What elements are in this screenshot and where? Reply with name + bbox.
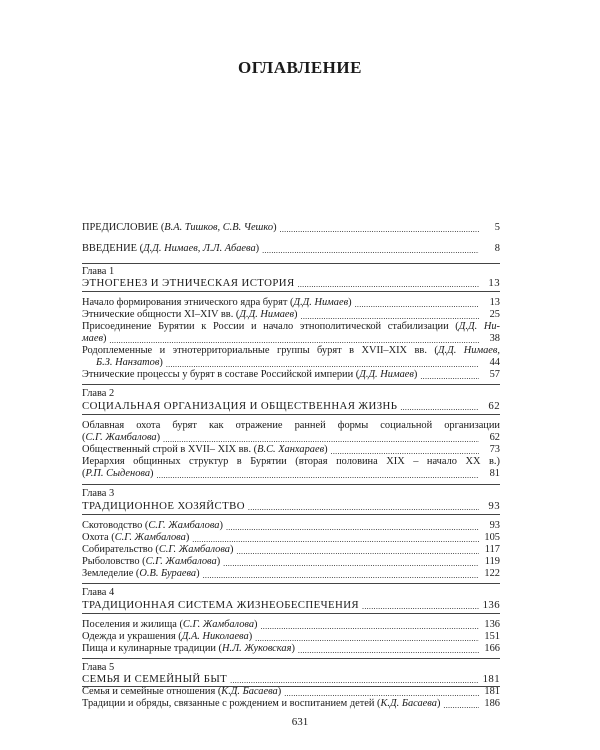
toc-entry[interactable]: Земледелие (О.В. Бураева) ..... 122 [82,568,500,580]
page-ref: 62 [488,400,500,412]
leader-dots [109,333,479,345]
toc-entry[interactable]: Собирательство (С.Г. Жамбалова) ..... 117 [82,544,500,556]
toc-entry[interactable]: Охота (С.Г. Жамбалова) ..... 105 [82,532,500,544]
toc-entry-line1[interactable]: Иерархия общинных структур в Бурятии (вторая половина XIX – начало XX в.) [82,456,500,467]
chapter-label: Глава 1 [82,266,115,277]
leader-dots [223,556,479,568]
page-ref: 181 [484,686,500,697]
leader-dots [301,309,479,321]
toc-entry[interactable]: Традиции и обряды, связанные с рождением и воспитанием детей (К.Д. Басаева) ..... 186 [82,698,500,710]
page-ref: 136 [484,619,500,630]
page-ref: 8 [494,243,500,254]
chapter-title[interactable]: СОЦИАЛЬНАЯ ОРГАНИЗАЦИЯ И ОБЩЕСТВЕННАЯ ЖИЗНЬ ..... 62 [82,400,500,412]
leader-dots [261,619,480,631]
toc-entry-line1[interactable]: Облавная охота бурят как отражение ранней формы социальной организации [82,420,500,431]
page-ref: 181 [482,673,500,685]
page-title: ОГЛАВЛЕНИЕ [238,58,362,77]
page-ref: 13 [488,277,500,289]
leader-dots [166,357,479,369]
toc-entry[interactable]: Семья и семейные отношения (К.Д. Басаева) ..... 181 [82,686,500,698]
page-ref: 57 [489,369,500,380]
page-ref: 122 [484,568,500,579]
chapter-label: Глава 4 [82,587,115,598]
leader-dots [331,444,479,456]
chapter-title[interactable]: ТРАДИЦИОННОЕ ХОЗЯЙСТВО ..... 93 [82,500,500,512]
toc-entry[interactable]: Одежда и украшения (Д.А. Николаева) ..... 151 [82,631,500,643]
page-ref: 13 [489,297,500,308]
chapter-title[interactable]: ЭТНОГЕНЕЗ И ЭТНИЧЕСКАЯ ИСТОРИЯ ..... 13 [82,277,500,289]
toc-entry[interactable]: Начало формирования этнического ядра бурят (Д.Д. Нимаев) ..... 13 [82,297,500,309]
page-ref: 5 [494,222,500,233]
leader-dots [298,277,479,289]
leader-dots [248,500,479,512]
leader-dots [298,643,479,655]
leader-dots [226,520,479,532]
chapter-title-underline [82,291,500,292]
page-ref: 25 [489,309,500,320]
leader-dots [236,544,479,556]
leader-dots [280,222,479,234]
chapter-title-underline [82,514,500,515]
page-ref: 119 [484,556,500,567]
chapter-divider [82,484,500,485]
toc-entry-line2[interactable]: Б.З. Нанзатов) ..... 44 [82,357,500,369]
chapter-divider [82,583,500,584]
page-ref: 38 [489,333,500,344]
toc-entry-line2[interactable]: (С.Г. Жамбалова) ..... 62 [82,432,500,444]
leader-dots [230,673,479,685]
toc-entry[interactable]: Рыболовство (С.Г. Жамбалова) ..... 119 [82,556,500,568]
chapter-divider [82,263,500,264]
page-ref: 93 [489,520,500,531]
toc-entry-line1[interactable]: Присоединение Бурятии к России и начало этнополитической стабилизации (Д.Д. Ни- [82,321,500,332]
page-ref: 81 [489,468,500,479]
leader-dots [362,599,479,611]
page-ref: 117 [484,544,500,555]
page-ref: 93 [488,500,500,512]
leader-dots [203,568,479,580]
leader-dots [284,686,479,698]
page-number: 631 [291,716,309,728]
page-ref: 136 [482,599,500,611]
toc-entry-preface[interactable]: ПРЕДИСЛОВИЕ (В.А. Тишков, С.В. Чешко) ..... 5 [82,222,500,234]
page-ref: 151 [484,631,500,642]
chapter-title[interactable]: СЕМЬЯ И СЕМЕЙНЫЙ БЫТ ..... 181 [82,673,500,685]
toc-entry-line2[interactable]: (Р.П. Сыденова) ..... 81 [82,468,500,480]
leader-dots [192,532,479,544]
leader-dots [163,432,479,444]
leader-dots [420,369,479,381]
page-ref: 166 [484,643,500,654]
toc-entry[interactable]: Этнические общности XI–XIV вв. (Д.Д. Нимаев) ..... 25 [82,309,500,321]
chapter-divider [82,658,500,659]
page-ref: 73 [489,444,500,455]
leader-dots [355,297,479,309]
toc-entry[interactable]: Этнические процессы у бурят в составе Российской империи (Д.Д. Нимаев) ..... 57 [82,369,500,381]
leader-dots [400,400,479,412]
chapter-title-underline [82,414,500,415]
chapter-label: Глава 5 [82,662,115,673]
chapter-label: Глава 2 [82,388,115,399]
page-ref: 105 [484,532,500,543]
page-ref: 44 [489,357,500,368]
toc-entry-line1[interactable]: Родоплеменные и этнотерриториальные группы бурят в XVII–XIX вв. (Д.Д. Нимаев, [82,345,500,356]
toc-entry[interactable]: Пища и кулинарные традиции (Н.Л. Жуковская) ..... 166 [82,643,500,655]
toc-entry[interactable]: Общественный строй в XVII– XIX вв. (В.С. Ханхараев) ..... 73 [82,444,500,456]
page-ref: 62 [489,432,500,443]
leader-dots [157,468,480,480]
toc-entry-introduction[interactable]: ВВЕДЕНИЕ (Д.Д. Нимаев, Л.Л. Абаева) ..... 8 [82,243,500,255]
toc-entry[interactable]: Скотоводство (С.Г. Жамбалова) ..... 93 [82,520,500,532]
toc-entry-line2[interactable]: маев) ..... 38 [82,333,500,345]
leader-dots [255,631,479,643]
leader-dots [443,698,479,710]
leader-dots [262,243,479,255]
toc-entry[interactable]: Поселения и жилища (С.Г. Жамбалова) ..... 136 [82,619,500,631]
page-ref: 186 [484,698,500,709]
chapter-label: Глава 3 [82,488,115,499]
chapter-title[interactable]: ТРАДИЦИОННАЯ СИСТЕМА ЖИЗНЕОБЕСПЕЧЕНИЯ ..... 136 [82,599,500,611]
chapter-divider [82,384,500,385]
chapter-title-underline [82,613,500,614]
